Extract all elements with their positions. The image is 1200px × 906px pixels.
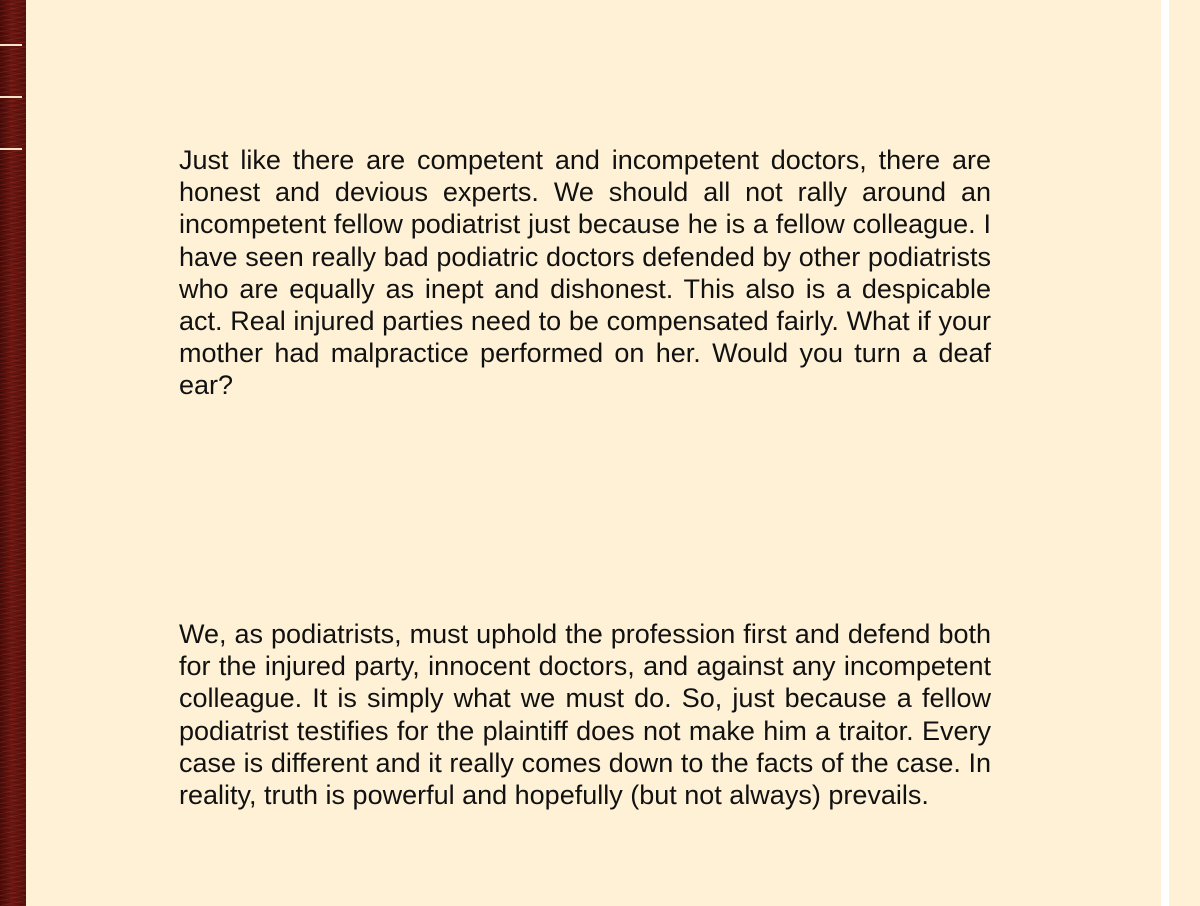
book-binding-strip	[0, 0, 26, 906]
binding-tick	[0, 44, 22, 46]
binding-tick	[0, 96, 22, 98]
paragraph-2: We, as podiatrists, must uphold the profession first and defend both for the injured party, innocent doctors, and against any incompetent colleague. It is simply what we must do. So, just because a fellow podiatrist testifies for the plaintiff does not make him a traitor. Every case is different and it really comes down to the facts of the case. In reality, truth is powerful and hopefully (but not always) prevails.	[179, 619, 991, 811]
next-page-edge	[1169, 0, 1200, 906]
paragraph-1: Just like there are competent and incompetent doctors, there are honest and devious experts. We should all not rally around an incompetent fellow podiatrist just because he is a fellow colleague. I have seen really bad podiatric doctors defended by other podiatrists who are equally as inept and dishonest. This also is a despicable act. Real injured parties need to be compensated fairly. What if your mother had malpractice performed on her. Would you turn a deaf ear?	[179, 145, 991, 401]
page-gap	[1161, 0, 1169, 906]
binding-tick	[0, 148, 22, 150]
